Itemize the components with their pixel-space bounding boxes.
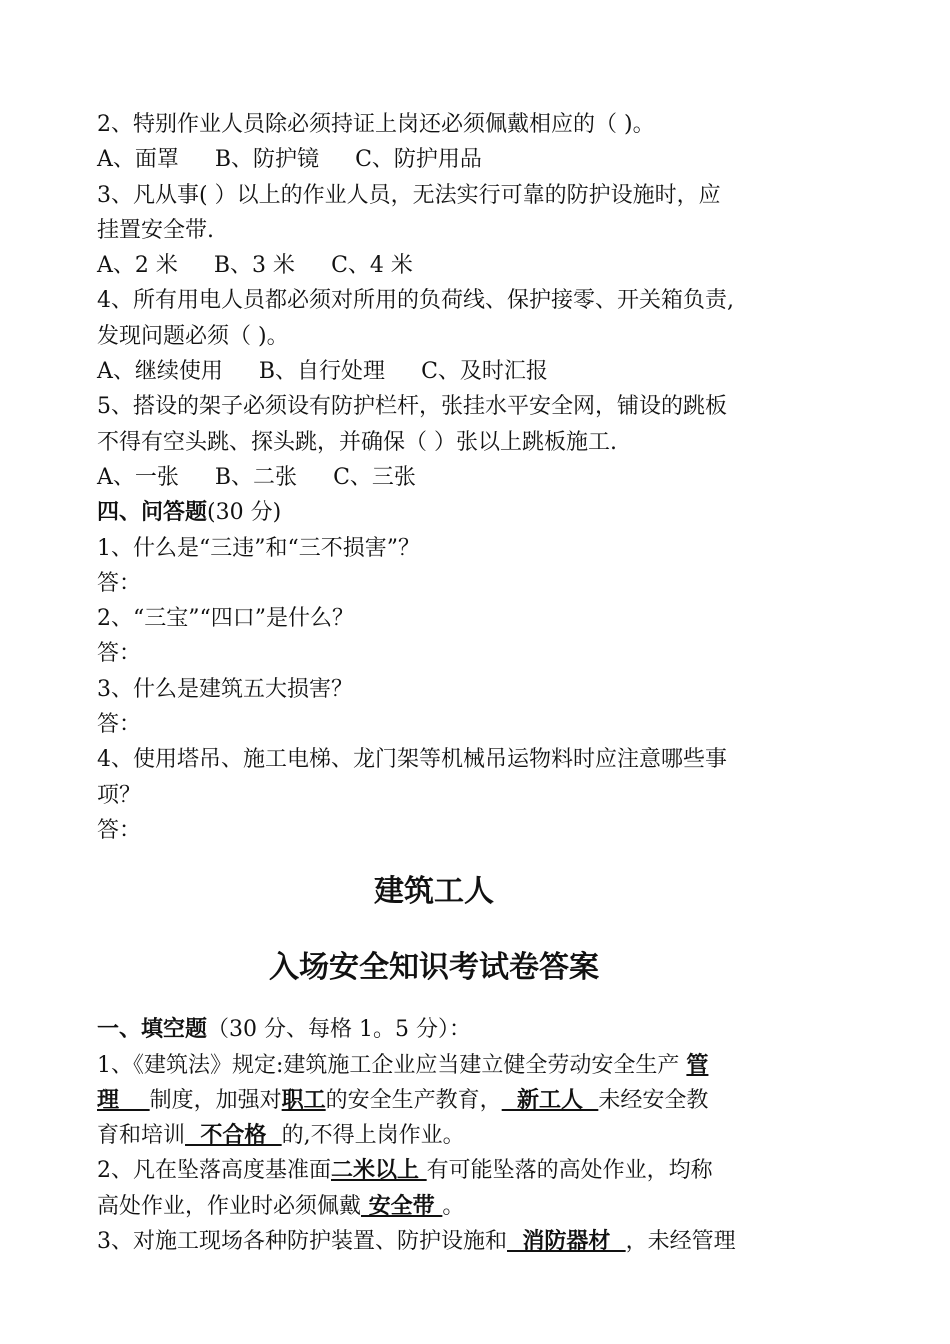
option-b: B、3 米 xyxy=(213,253,296,279)
option-c: C、4 米 xyxy=(331,253,413,279)
essay-question-4-line1: 4、使用塔吊、施工电梯、龙门架等机械吊运物料时应注意哪些事 xyxy=(97,747,727,773)
answer-blank: 新工人 xyxy=(501,1087,599,1113)
answer-label: 答： xyxy=(97,570,142,596)
answer-1-line1: 1、《建筑法》规定:建筑施工企业应当建立健全劳动安全生产 管 xyxy=(97,1052,709,1078)
essay-question-1: 1、什么是“三违”和“三不损害”？ xyxy=(97,535,420,561)
answer-blank: 职工 xyxy=(281,1087,326,1113)
section-heading: 四、问答题 xyxy=(97,499,208,526)
section-4-heading xyxy=(97,495,787,530)
option-c: C、及时汇报 xyxy=(421,359,548,385)
answer-label: 答： xyxy=(97,712,142,738)
option-a: A、2 米 xyxy=(97,253,178,279)
answer-blank: 二米以上 xyxy=(331,1158,427,1184)
section-score: (30 分) xyxy=(207,500,282,526)
answer-2-line2: 高处作业，作业时必须佩戴 安全带 。 xyxy=(97,1193,465,1219)
question-5-options xyxy=(97,460,787,495)
answer-doc-title: 建筑工人 xyxy=(374,874,494,910)
question-5-line1: 5、搭设的架子必须设有防护栏杆，张挂水平安全网，铺设的跳板 xyxy=(97,394,727,420)
question-2: 2、特别作业人员除必须持证上岗还必须佩戴相应的（ )。 xyxy=(97,112,655,137)
question-4-options xyxy=(97,354,787,389)
answer-label: 答： xyxy=(97,817,142,843)
question-4-line2: 发现问题必须（ )。 xyxy=(97,323,289,349)
option-a: A、面罩 xyxy=(97,147,179,173)
document-page xyxy=(97,107,787,1259)
answer-blank: 消防器材 xyxy=(507,1229,626,1255)
question-3-line1: 3、凡从事( ）以上的作业人员，无法实行可靠的防护设施时，应 xyxy=(97,182,721,208)
essay-question-2: 2、“三宝”“四口”是什么？ xyxy=(97,606,354,632)
section-heading: 一、填空题 xyxy=(97,1016,208,1043)
option-b: B、自行处理 xyxy=(258,359,386,385)
answer-3-line1: 3、对施工现场各种防护装置、防护设施和 消防器材 ，未经管理 xyxy=(97,1229,736,1255)
answer-label: 答： xyxy=(97,641,142,667)
option-a: A、一张 xyxy=(97,464,179,490)
essay-question-3: 3、什么是建筑五大损害？ xyxy=(97,676,353,702)
question-4-line1: 4、所有用电人员都必须对所用的负荷线、保护接零、开关箱负责, xyxy=(97,288,734,314)
option-a: A、继续使用 xyxy=(97,359,223,385)
answer-1-line2: 理 制度，加强对职工的安全生产教育， 新工人 未经安全教 xyxy=(97,1087,709,1113)
essay-question-4-line2: 项？ xyxy=(97,782,142,808)
question-5-line2: 不得有空头跳、探头跳，并确保（ ）张以上跳板施工. xyxy=(97,429,617,455)
option-c: C、防护用品 xyxy=(355,147,482,173)
question-3-options xyxy=(97,248,787,283)
option-b: B、防护镜 xyxy=(214,147,320,173)
question-2-options xyxy=(97,142,787,177)
answer-section-1-heading xyxy=(97,1012,787,1047)
option-c: C、三张 xyxy=(333,464,416,490)
answer-blank: 不合格 xyxy=(185,1123,282,1149)
answer-doc-subtitle: 入场安全知识考试卷答案 xyxy=(269,950,599,986)
answer-blank: 管 xyxy=(686,1052,709,1078)
option-b: B、二张 xyxy=(214,464,298,490)
answer-1-line3: 育和培训 不合格 的,不得上岗作业。 xyxy=(97,1123,465,1149)
section-score: （30 分、每格 1。5 分）： xyxy=(207,1017,471,1043)
answer-blank: 安全带 xyxy=(361,1193,443,1219)
answer-blank: 理 xyxy=(97,1087,150,1113)
answer-2-line1: 2、凡在坠落高度基准面二米以上 有可能坠落的高处作业，均称 xyxy=(97,1158,713,1184)
question-3-line2: 挂置安全带. xyxy=(97,217,214,243)
